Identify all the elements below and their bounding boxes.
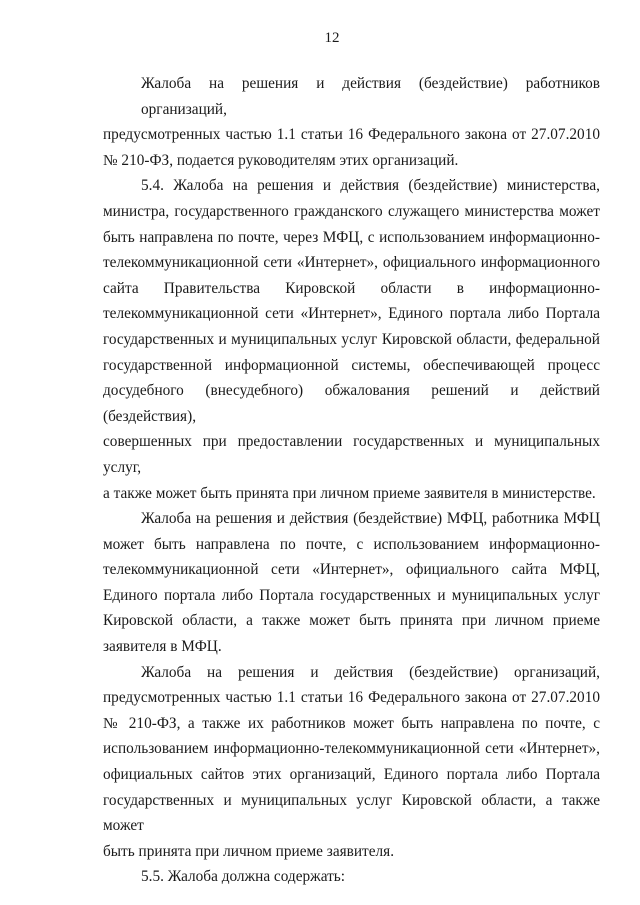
text-line: № 210-ФЗ, подается руководителям этих организаций. bbox=[103, 151, 459, 169]
text-line: досудебного (внесудебного) обжалования решений и действий (бездействия), bbox=[103, 382, 600, 425]
text-line: использованием информационно-телекоммуникационной сети «Интернет», bbox=[103, 740, 600, 758]
document-body bbox=[103, 71, 600, 890]
text-line: телекоммуникационной сети «Интернет», официального сайта МФЦ, bbox=[103, 561, 600, 579]
text-line: а также может быть принята при личном приеме заявителя в министерстве. bbox=[103, 484, 596, 502]
text-line: сайта Правительства Кировской области в информационно- bbox=[103, 279, 600, 297]
paragraph-complaint-mfc bbox=[103, 506, 600, 660]
paragraph-complaint-organizations bbox=[103, 660, 600, 865]
text-line: предусмотренных частью 1.1 статьи 16 Федерального закона от 27.07.2010 bbox=[103, 689, 600, 707]
text-line: может быть направлена по почте, с использованием информационно- bbox=[103, 535, 600, 553]
text-line: Жалоба на решения и действия (бездействие) МФЦ, работника МФЦ bbox=[141, 510, 600, 528]
text-line: заявителя в МФЦ. bbox=[103, 638, 222, 656]
text-line: 5.4. Жалоба на решения и действия (бездействие) министерства, bbox=[141, 177, 600, 195]
text-line: Жалоба на решения и действия (бездействие) организаций, bbox=[141, 663, 600, 681]
text-line: телекоммуникационной сети «Интернет», официального информационного bbox=[103, 254, 600, 272]
text-line: предусмотренных частью 1.1 статьи 16 Федерального закона от 27.07.2010 bbox=[103, 126, 600, 144]
paragraph-5-4 bbox=[103, 173, 600, 506]
text-line: совершенных при предоставлении государственных и муниципальных услуг, bbox=[103, 433, 600, 476]
paragraph-5-5 bbox=[103, 864, 600, 890]
text-line: официальных сайтов этих организаций, Единого портала либо Портала bbox=[103, 766, 600, 784]
text-line: государственных и муниципальных услуг Кировской области, федеральной bbox=[103, 330, 600, 348]
text-line: быть принята при личном приеме заявителя. bbox=[103, 842, 395, 860]
text-line: № 210-ФЗ, а также их работников может быть направлена по почте, с bbox=[103, 714, 600, 732]
text-line: 5.5. Жалоба должна содержать: bbox=[141, 868, 346, 886]
text-line: телекоммуникационной сети «Интернет», Единого портала либо Портала bbox=[103, 305, 600, 323]
text-line: Кировской области, а также может быть принята при личном приеме bbox=[103, 612, 600, 630]
text-line: министра, государственного гражданского служащего министерства может bbox=[103, 202, 600, 220]
page-number: 12 bbox=[324, 30, 340, 46]
text-line: государственной информационной системы, обеспечивающей процесс bbox=[103, 356, 600, 374]
text-line: быть направлена по почте, через МФЦ, с использованием информационно- bbox=[103, 228, 600, 246]
text-line: Жалоба на решения и действия (бездействие) работников организаций, bbox=[141, 75, 600, 118]
paragraph-complaint-organizations-workers bbox=[103, 71, 600, 173]
text-line: Единого портала либо Портала государственных и муниципальных услуг bbox=[103, 586, 600, 604]
text-line: государственных и муниципальных услуг Кировской области, а также может bbox=[103, 791, 600, 835]
